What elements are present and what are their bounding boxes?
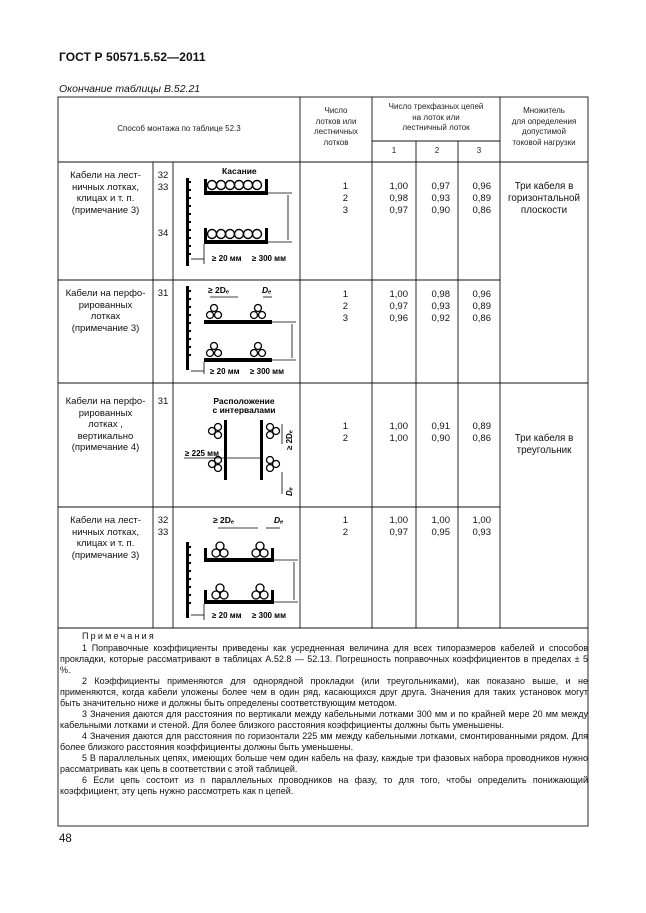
row-methods: 32 33 [157,515,169,538]
wall-hatch [189,181,191,255]
header-circuit-col: 1 [391,146,397,155]
diameter-label: Dₑ [274,515,284,525]
factor-text: Три кабеля в горизонтальной плоскости [508,181,580,216]
diagram-perforated-trefoil [180,282,298,380]
trefoil-group [207,343,266,357]
wall [186,286,189,370]
gap-right-label: ≥ 300 мм [252,611,287,620]
vertical-tray-right [260,420,263,480]
header-method: Способ монтажа по таблице 52.3 [117,124,241,133]
coef-col-1: 1,00 0,97 0,96 [389,289,408,324]
vertical-tray-left [224,420,227,480]
coef-col-1: 1,00 0,98 0,97 [389,181,408,216]
note-item: 6 Если цепь состоит из n параллельных проводников на фазу, то для того, чтобы определить понижающий коэффициент, эту цепь нужно рассмотреть как n цепей. [60,775,588,796]
notes-heading: Примечания [82,631,156,641]
coef-col-2: 0,98 0,93 0,92 [431,289,450,324]
row-method-extra: 34 [157,228,169,239]
header-circuits: Число трехфазных цепей на лоток или лестничный лоток [388,102,484,132]
gap-right-label: ≥ 300 мм [250,367,285,376]
gap-left-label: ≥ 20 мм [210,367,240,376]
note-item: 2 Коэффициенты применяются для однорядной прокладки (или треугольниками), как показано выше, и не применяются, когда кабели уложены более чем в один ряд, касающихся друг друга. Значения для таких установок могут быть значительно ниже и должны быть определены соответствующим методом. [60,676,588,708]
factor-text: Три кабеля в треугольник [514,433,574,456]
coef-col-3: 1,00 0,93 [472,515,491,538]
tray-count: 1 2 [342,515,348,538]
row-methods: 32 33 [157,170,169,193]
page-number: 48 [59,833,72,845]
row-methods: 31 [157,288,169,299]
row-description: Кабели на перфо- рированных лотках (примечание 3) [65,288,146,334]
row-description: Кабели на лест- ничных лотках, клицах и т. п. (примечание 3) [70,515,141,561]
row-description: Кабели на лест- ничных лотках, клицах и т. п. (примечание 3) [70,170,141,216]
notes [60,631,588,797]
diameter-label: Dₑ [285,487,294,496]
tray-count: 1 2 3 [342,289,348,324]
touching-label: Касание [222,166,257,176]
diameter-label: Dₑ [262,285,272,295]
gap-label: ≥ 225 мм [185,449,220,458]
coef-col-2: 0,97 0,93 0,90 [431,181,450,216]
arrangement-label: Расположение с интервалами [212,396,276,415]
coef-col-3: 0,96 0,89 0,86 [472,181,491,216]
diagram-ladder-trefoil [180,510,298,624]
note-item: 1 Поправочные коэффициенты приведены как усредненная величина для всех типоразмеров кабелей и способов прокладки, которые рассматривают в таблицах А.52.8 — 52.13. Погрешность поправочных коэффициентов в пределах ± 5 %. [60,643,588,675]
gap-right-label: ≥ 300 мм [252,254,287,263]
tray-bottom [204,228,268,244]
row-description: Кабели на перфо- рированных лотках , вертикально (примечание 4) [65,396,146,453]
coef-col-3: 0,96 0,89 0,86 [472,289,491,324]
row-methods: 31 [157,396,169,407]
diagram-vertical-trays [180,386,298,504]
note-item: 3 Значения даются для расстояния по вертикали между кабельными лотками 300 мм и по крайней мере 20 мм между кабельными лотками и стеной. Для более близкого расстояния коэффициенты должны быть уменьшены. [60,709,588,730]
diagram-horizontal-touching [180,164,298,276]
wall [186,178,189,266]
trefoil-group [207,305,266,319]
header-circuit-col: 3 [476,146,482,155]
coef-col-2: 0,91 0,90 [431,421,450,444]
header-circuit-col: 2 [434,146,440,155]
spacing-label: ≥ 2Dₑ [208,285,230,295]
coef-col-1: 1,00 1,00 [389,421,408,444]
tray-count: 1 2 [342,421,348,444]
table-caption: Окончание таблицы В.52.21 [59,83,201,95]
note-item: 5 В параллельных цепях, имеющих больше чем один кабель на фазу, каждые три фазовых набора проводников нужно рассматривать как цепь в соответствии с этой таблицей. [60,753,588,774]
wall [186,542,189,618]
header-trays: Число лотков или лестничных лотков [313,106,358,147]
gap-left-label: ≥ 20 мм [212,254,242,263]
coef-col-3: 0,89 0,86 [472,421,491,444]
spacing-label: ≥ 2Dₑ [285,430,294,450]
spacing-label: ≥ 2Dₑ [213,515,235,525]
gap-left-label: ≥ 20 мм [212,611,242,620]
tray-count: 1 2 3 [342,181,348,216]
document-title: ГОСТ Р 50571.5.52—2011 [59,50,206,64]
coef-col-2: 1,00 0,95 [431,515,450,538]
coef-col-1: 1,00 0,97 [389,515,408,538]
header-factor: Множитель для определения допустимой токовой нагрузки [511,106,577,147]
tray-top [204,179,268,195]
note-item: 4 Значения даются для расстояния по горизонтали 225 мм между кабельными лотками, смонтированными рядом. Для более близкого расстояния коэффициенты должны быть уменьшены. [60,731,588,752]
